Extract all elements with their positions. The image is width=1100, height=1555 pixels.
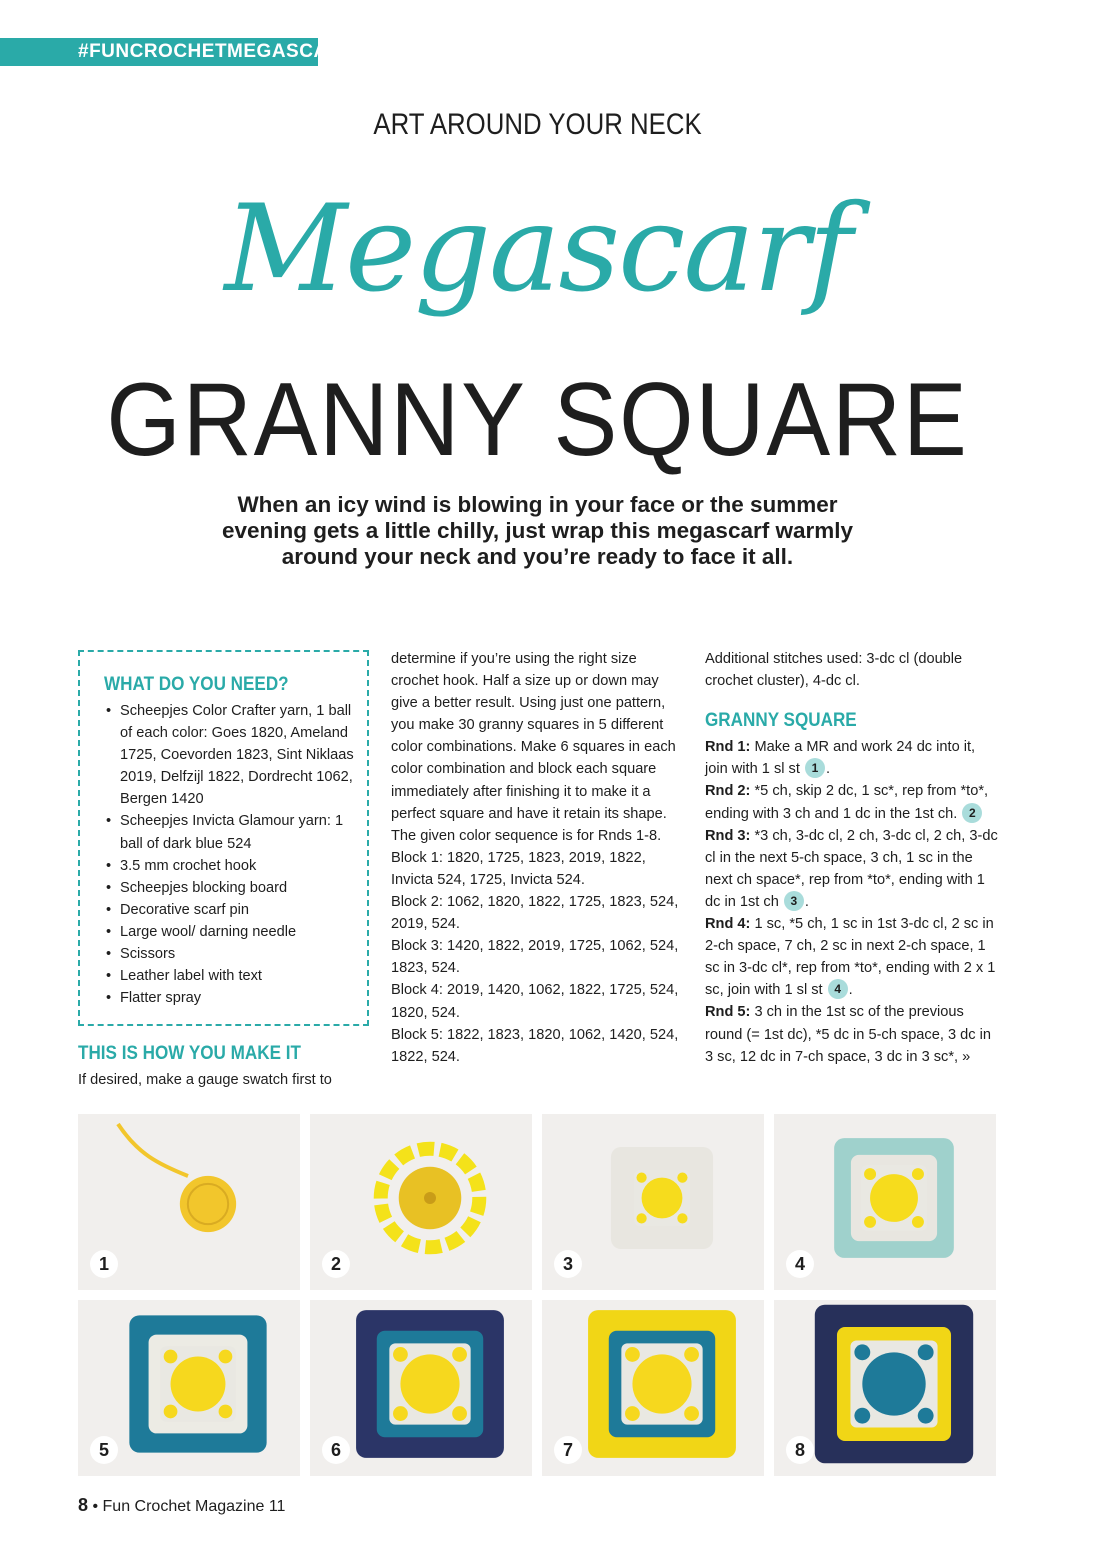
step-photo: [78, 1114, 300, 1290]
block-line: Block 2: 1062, 1820, 1822, 1725, 1823, 524, 2019, 524.: [391, 894, 679, 933]
step-number: 8: [786, 1436, 814, 1464]
step-number: 4: [786, 1250, 814, 1278]
column-3: [705, 648, 1000, 1068]
list-item: • Scheepjes Invicta Glamour yarn: 1 ball of dark blue 524: [104, 810, 355, 854]
how-text-continued: determine if you’re using the right size crochet hook. Half a size up or down may give a better result. Using just one pattern, you make 30 granny squares in 5 different color combinations. Make 6 squares in each color combination and block each square immediately after finishing it to make it a perfect square and have it retain its shape. The given color sequence is for Rnds 1-8.: [391, 651, 676, 844]
step-number: 1: [90, 1250, 118, 1278]
materials-box: [78, 650, 369, 1026]
step-photo: [78, 1300, 300, 1476]
step-badge: 4: [828, 979, 848, 999]
list-item: • Scheepjes blocking board: [104, 877, 355, 899]
list-item: • Flatter spray: [104, 987, 355, 1009]
script-title: Megascarf: [224, 180, 851, 319]
page-title: GRANNY SQUARE: [106, 362, 969, 478]
footer-bullet: •: [92, 1498, 99, 1515]
intro-text: When an icy wind is blowing in your face or the summer evening gets a little chilly, just wrap this megascarf warmly around your neck and you’re ready to face it all.: [221, 492, 854, 569]
page-footer: [78, 1494, 285, 1518]
round-line: Rnd 5: 3 ch in the 1st sc of the previous round (= 1st dc), *5 dc in 5-ch space, 3 dc in 3 sc, 12 dc in 7-ch space, 3 dc in 3 sc*, »: [705, 1004, 991, 1065]
block-line: Block 1: 1820, 1725, 1823, 2019, 1822, Invicta 524, 1725, Invicta 524.: [391, 849, 646, 888]
list-item: • Large wool/ darning needle: [104, 921, 355, 943]
how-heading: THIS IS HOW YOU MAKE IT: [78, 1043, 301, 1064]
step-badge: 1: [805, 758, 825, 778]
block-line: Block 4: 2019, 1420, 1062, 1822, 1725, 524, 1820, 524.: [391, 982, 679, 1021]
hashtag-banner: #FUNCROCHETMEGASCARF: [0, 38, 318, 66]
list-item: • Scheepjes Color Crafter yarn, 1 ball of each color: Goes 1820, Ameland 1725, Coevorden 1823, Sint Niklaas 2019, Delfzijl 1822, Dordrecht 1062, Bergen 1420: [104, 700, 355, 810]
round-line: Rnd 1: Make a MR and work 24 dc into it, join with 1 sl st 1 .: [705, 739, 976, 778]
materials-heading: WHAT DO YOU NEED?: [104, 674, 289, 695]
list-item: • Scissors: [104, 943, 355, 965]
step-photo: [310, 1114, 532, 1290]
round-line: Rnd 2: *5 ch, skip 2 dc, 1 sc*, rep from *to*, ending with 3 ch and 1 dc in the 1st ch. 2: [705, 783, 989, 822]
step-photo: [774, 1300, 996, 1476]
granny-heading: GRANNY SQUARE: [705, 710, 857, 732]
step-badge: 2: [962, 803, 982, 823]
step-photo: [542, 1300, 764, 1476]
block-line: Block 5: 1822, 1823, 1820, 1062, 1420, 524, 1822, 524.: [391, 1026, 679, 1065]
step-badge: 3: [784, 891, 804, 911]
step-number: 7: [554, 1436, 582, 1464]
step-number: 3: [554, 1250, 582, 1278]
step-number: 2: [322, 1250, 350, 1278]
kicker: ART AROUND YOUR NECK: [373, 108, 702, 141]
list-item: • Decorative scarf pin: [104, 899, 355, 921]
how-text-start: If desired, make a gauge swatch first to: [78, 1072, 332, 1088]
round-line: Rnd 4: 1 sc, *5 ch, 1 sc in 1st 3-dc cl, 2 sc in 2-ch space, 7 ch, 2 sc in next 2-ch space, 1 sc in 3-dc cl*, rep from *to*, ending with 2 x 1 sc, join with 1 sl st 4 .: [705, 916, 996, 999]
page-number: 8: [78, 1495, 89, 1515]
step-photo-grid: [78, 1114, 996, 1476]
step-number: 6: [322, 1436, 350, 1464]
magazine-name: Fun Crochet Magazine 11: [102, 1498, 286, 1515]
list-item: • 3.5 mm crochet hook: [104, 855, 355, 877]
materials-list: [104, 700, 355, 1009]
step-photo: [310, 1300, 532, 1476]
round-line: Rnd 3: *3 ch, 3-dc cl, 2 ch, 3-dc cl, 2 ch, 3-dc cl in the next 5-ch space, 3 ch, 1 sc in the next ch space*, rep from *to*, ending with 1 dc in 1st ch 3 .: [705, 827, 998, 910]
additional-stitches: Additional stitches used: 3-dc cl (double crochet cluster), 4-dc cl.: [705, 651, 963, 690]
column-2: [391, 648, 681, 1068]
continue-arrow: »: [962, 1048, 971, 1065]
block-line: Block 3: 1420, 1822, 2019, 1725, 1062, 524, 1823, 524.: [391, 938, 679, 977]
step-photo: [774, 1114, 996, 1290]
step-photo: [542, 1114, 764, 1290]
how-to-section: [78, 1043, 373, 1091]
list-item: • Leather label with text: [104, 965, 355, 987]
step-number: 5: [90, 1436, 118, 1464]
